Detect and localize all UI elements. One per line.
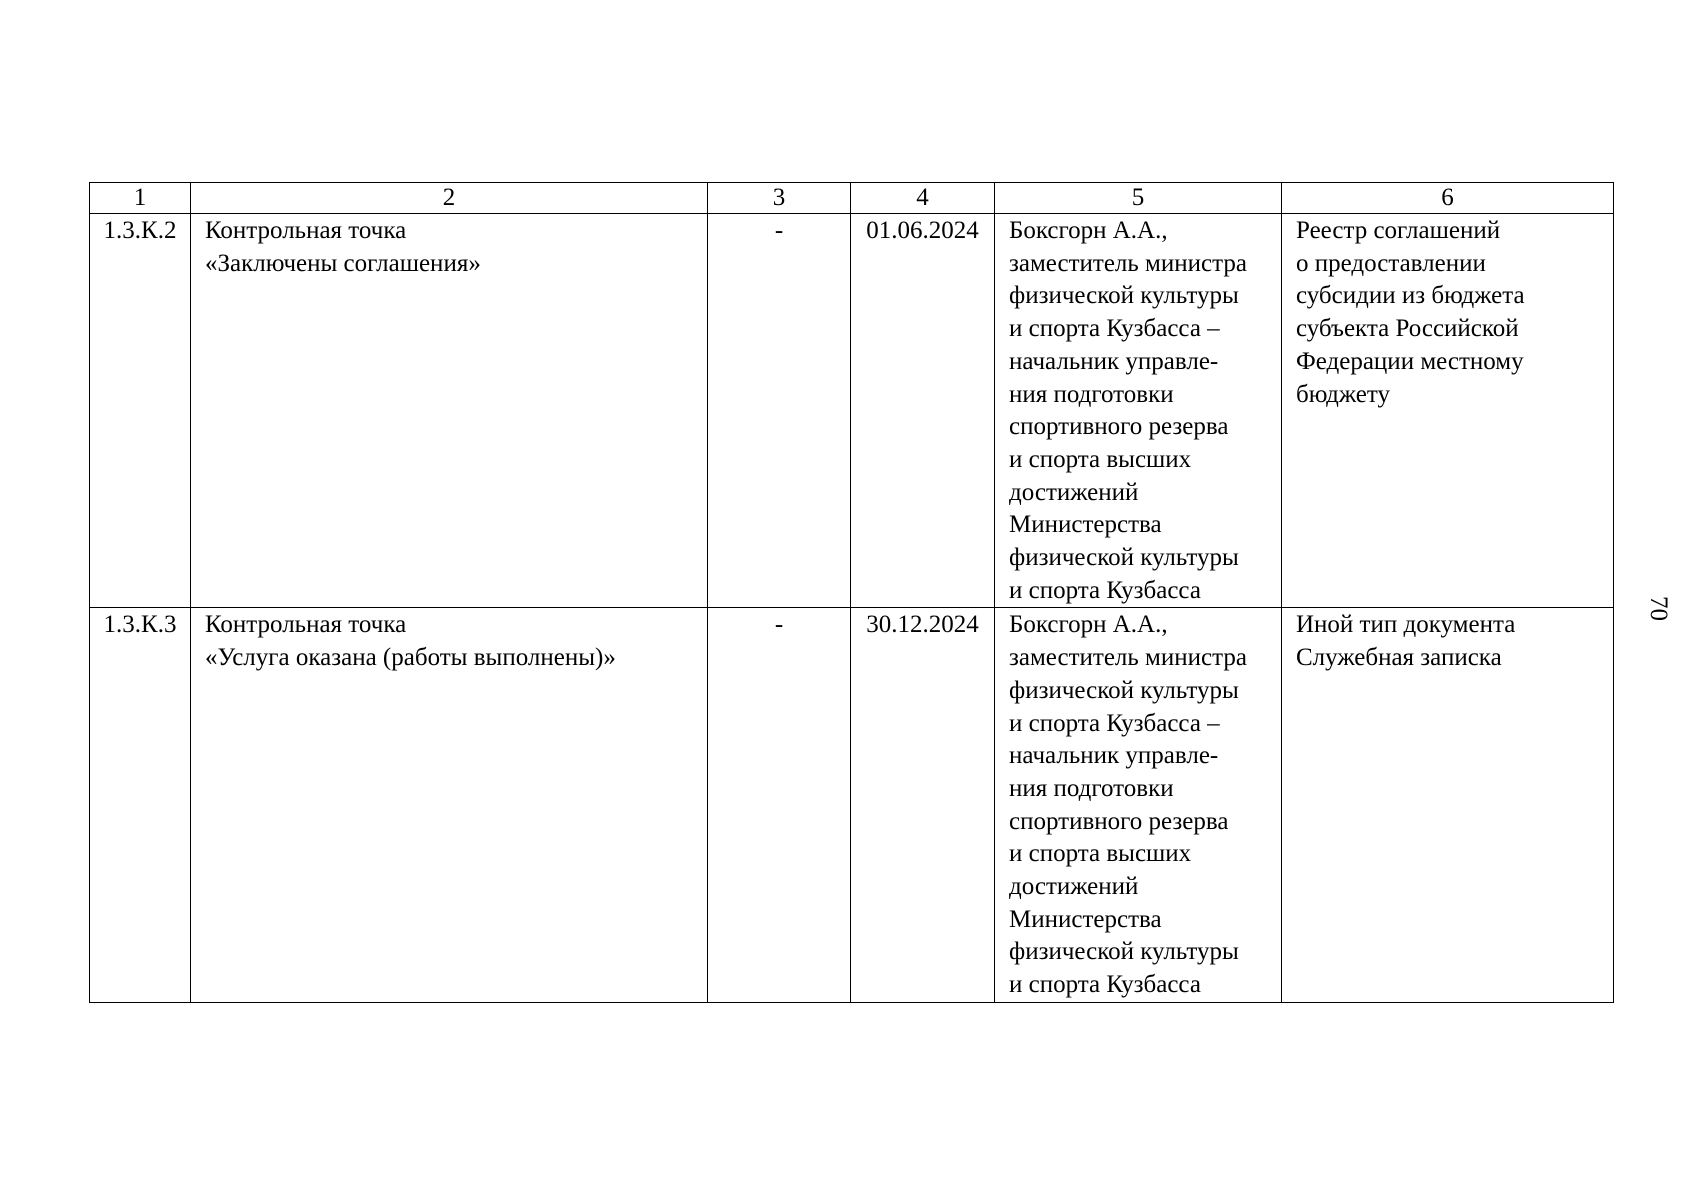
document-line: о предоставлении [1296, 249, 1486, 277]
document-line: субъекта Российской [1296, 315, 1519, 343]
responsible-line: спортивного резерва [1009, 413, 1229, 441]
responsible-line: заместитель министра [1009, 644, 1247, 672]
table-row [90, 214, 1614, 608]
table-header-row [90, 183, 1614, 214]
document-line: Служебная записка [1296, 644, 1502, 672]
responsible-line: и спорта высших [1009, 840, 1192, 868]
responsible-line: достижений [1009, 873, 1139, 901]
responsible-line: спортивного резерва [1009, 807, 1229, 835]
column-header-4: 4 [851, 183, 995, 214]
responsible-line: и спорта высших [1009, 445, 1192, 473]
column-header-5: 5 [995, 183, 1282, 214]
page-number: 70 [1645, 596, 1672, 621]
responsible-line: и спорта Кузбасса – [1009, 315, 1220, 343]
deadline-date: 01.06.2024 [851, 214, 995, 608]
responsible-line: физической культуры [1009, 938, 1239, 966]
column-3-value: - [708, 214, 851, 608]
responsible-line: и спорта Кузбасса [1009, 576, 1201, 604]
responsible-line: и спорта Кузбасса [1009, 971, 1201, 999]
document-line: Иной тип документа [1296, 611, 1516, 639]
responsible-line: физической культуры [1009, 282, 1239, 310]
row-number: 1.3.К.3 [90, 608, 191, 1002]
column-header-2: 2 [191, 183, 708, 214]
column-header-1: 1 [90, 183, 191, 214]
responsible-line: начальник управле- [1009, 742, 1219, 770]
control-points-table [89, 182, 1614, 1003]
document-line: субсидии из бюджета [1296, 282, 1525, 310]
name-line: «Заключены соглашения» [205, 249, 481, 277]
row-number: 1.3.К.2 [90, 214, 191, 608]
responsible-person [995, 608, 1282, 1002]
responsible-line: Боксгорн А.А., [1009, 217, 1168, 244]
table-row [90, 608, 1614, 1002]
column-header-3: 3 [708, 183, 851, 214]
document-line: бюджету [1296, 380, 1390, 408]
responsible-line: Министерства [1009, 905, 1162, 933]
control-point-name [191, 608, 708, 1002]
confirming-document [1282, 608, 1614, 1002]
responsible-line: физической культуры [1009, 544, 1239, 572]
responsible-line: и спорта Кузбасса – [1009, 709, 1220, 737]
responsible-line: заместитель министра [1009, 249, 1247, 277]
confirming-document [1282, 214, 1614, 608]
name-line: «Услуга оказана (работы выполнены)» [205, 644, 616, 672]
column-header-6: 6 [1282, 183, 1614, 214]
responsible-line: достижений [1009, 478, 1139, 506]
column-3-value: - [708, 608, 851, 1002]
responsible-line: физической культуры [1009, 676, 1239, 704]
responsible-line: ния подготовки [1009, 774, 1174, 802]
control-point-name [191, 214, 708, 608]
responsible-line: Министерства [1009, 511, 1162, 539]
document-line: Федерации местному [1296, 347, 1524, 375]
responsible-person [995, 214, 1282, 608]
name-line: Контрольная точка [205, 611, 407, 639]
deadline-date: 30.12.2024 [851, 608, 995, 1002]
name-line: Контрольная точка [205, 217, 407, 244]
responsible-line: Боксгорн А.А., [1009, 611, 1168, 639]
document-line: Реестр соглашений [1296, 217, 1501, 244]
responsible-line: начальник управле- [1009, 347, 1219, 375]
responsible-line: ния подготовки [1009, 380, 1174, 408]
